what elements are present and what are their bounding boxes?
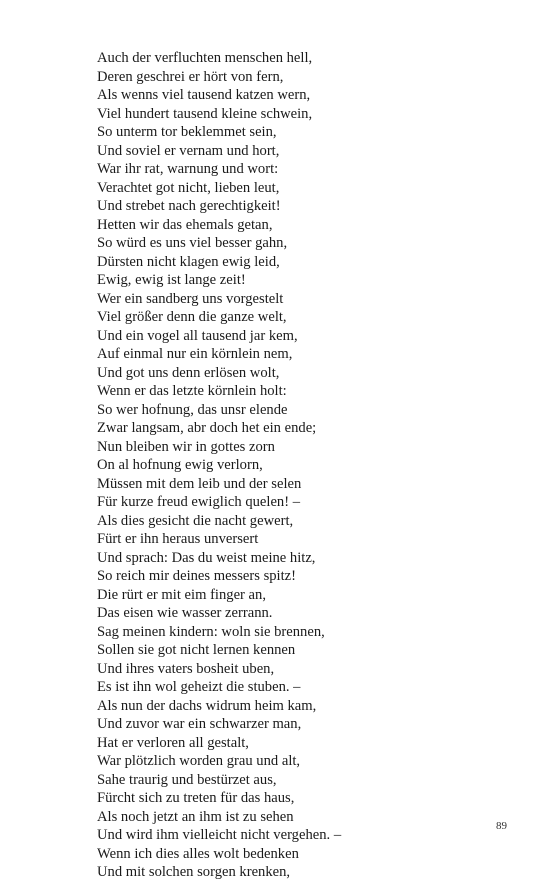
poem-line: So wer hofnung, das unsr elende — [97, 401, 288, 418]
poem-line: Nun bleiben wir in gottes zorn — [97, 438, 275, 455]
poem-line: Hat er verloren all gestalt, — [97, 734, 249, 751]
poem-line: Als wenns viel tausend katzen wern, — [97, 87, 311, 103]
poem-line: Als nun der dachs widrum heim kam, — [97, 697, 317, 714]
poem-line: Hetten wir das ehemals getan, — [97, 216, 273, 233]
poem-line: Sag meinen kindern: woln sie brennen, — [97, 623, 325, 640]
poem-line: Auch der verfluchten menschen hell, — [97, 50, 313, 66]
poem-line: Es ist ihn wol geheizt die stuben. – — [97, 679, 301, 695]
poem-line: Deren geschrei er hört von fern, — [97, 68, 284, 85]
poem-line: Das eisen wie wasser zerrann. — [97, 605, 273, 621]
poem-line: Und ein vogel all tausend jar kem, — [97, 327, 298, 344]
poem-line: Und wird ihm vielleicht nicht vergehen. – — [97, 827, 342, 843]
poem-line: Viel hundert tausend kleine schwein, — [97, 105, 313, 122]
poem-line: Als dies gesicht die nacht gewert, — [97, 512, 294, 529]
poem-line: Zwar langsam, abr doch het ein ende; — [97, 420, 317, 436]
poem-line: Müssen mit dem leib und der selen — [97, 475, 302, 492]
poem-line: Und sprach: Das du weist meine hitz, — [97, 549, 316, 566]
poem-line: Wenn er das letzte körnlein holt: — [97, 383, 287, 399]
poem-line: Sahe traurig und bestürzet aus, — [97, 771, 277, 788]
poem-line: Sollen sie got nicht lernen kennen — [97, 642, 296, 658]
poem-line: Als noch jetzt an ihm ist zu sehen — [97, 808, 294, 825]
poem-line: Wer ein sandberg uns vorgestelt — [97, 290, 284, 307]
poem-line: Wenn ich dies alles wolt bedenken — [97, 845, 299, 862]
poem-line: So unterm tor beklemmet sein, — [97, 124, 277, 140]
poem-line: War ihr rat, warnung und wort: — [97, 161, 279, 177]
poem-line: Die rürt er mit eim finger an, — [97, 586, 266, 603]
poem-line: Und strebet nach gerechtigkeit! — [97, 198, 281, 214]
poem-line: Fürt er ihn heraus unversert — [97, 531, 259, 547]
poem-text — [97, 49, 497, 882]
poem-line: Verachtet got nicht, lieben leut, — [97, 179, 280, 196]
poem-line: Für kurze freud ewiglich quelen! – — [97, 494, 301, 510]
poem-line: Fürcht sich zu treten für das haus, — [97, 790, 295, 806]
poem-line: Und got uns denn erlösen wolt, — [97, 364, 280, 381]
poem-line: Und zuvor war ein schwarzer man, — [97, 716, 302, 732]
poem-line: Viel größer denn die ganze welt, — [97, 309, 287, 325]
poem-line: Und ihres vaters bosheit uben, — [97, 660, 275, 677]
poem-line: So würd es uns viel besser gahn, — [97, 235, 288, 251]
poem-line: Dürsten nicht klagen ewig leid, — [97, 253, 280, 270]
poem-line: On al hofnung ewig verlorn, — [97, 457, 263, 473]
poem-line: Auf einmal nur ein körnlein nem, — [97, 346, 293, 362]
poem-line: Und soviel er vernam und hort, — [97, 142, 280, 159]
poem-line: Ewig, ewig ist lange zeit! — [97, 272, 246, 288]
page-number: 89 — [496, 820, 507, 832]
poem-line: So reich mir deines messers spitz! — [97, 568, 296, 584]
poem-line: Und mit solchen sorgen krenken, — [97, 864, 291, 880]
poem-line: War plötzlich worden grau und alt, — [97, 753, 301, 769]
